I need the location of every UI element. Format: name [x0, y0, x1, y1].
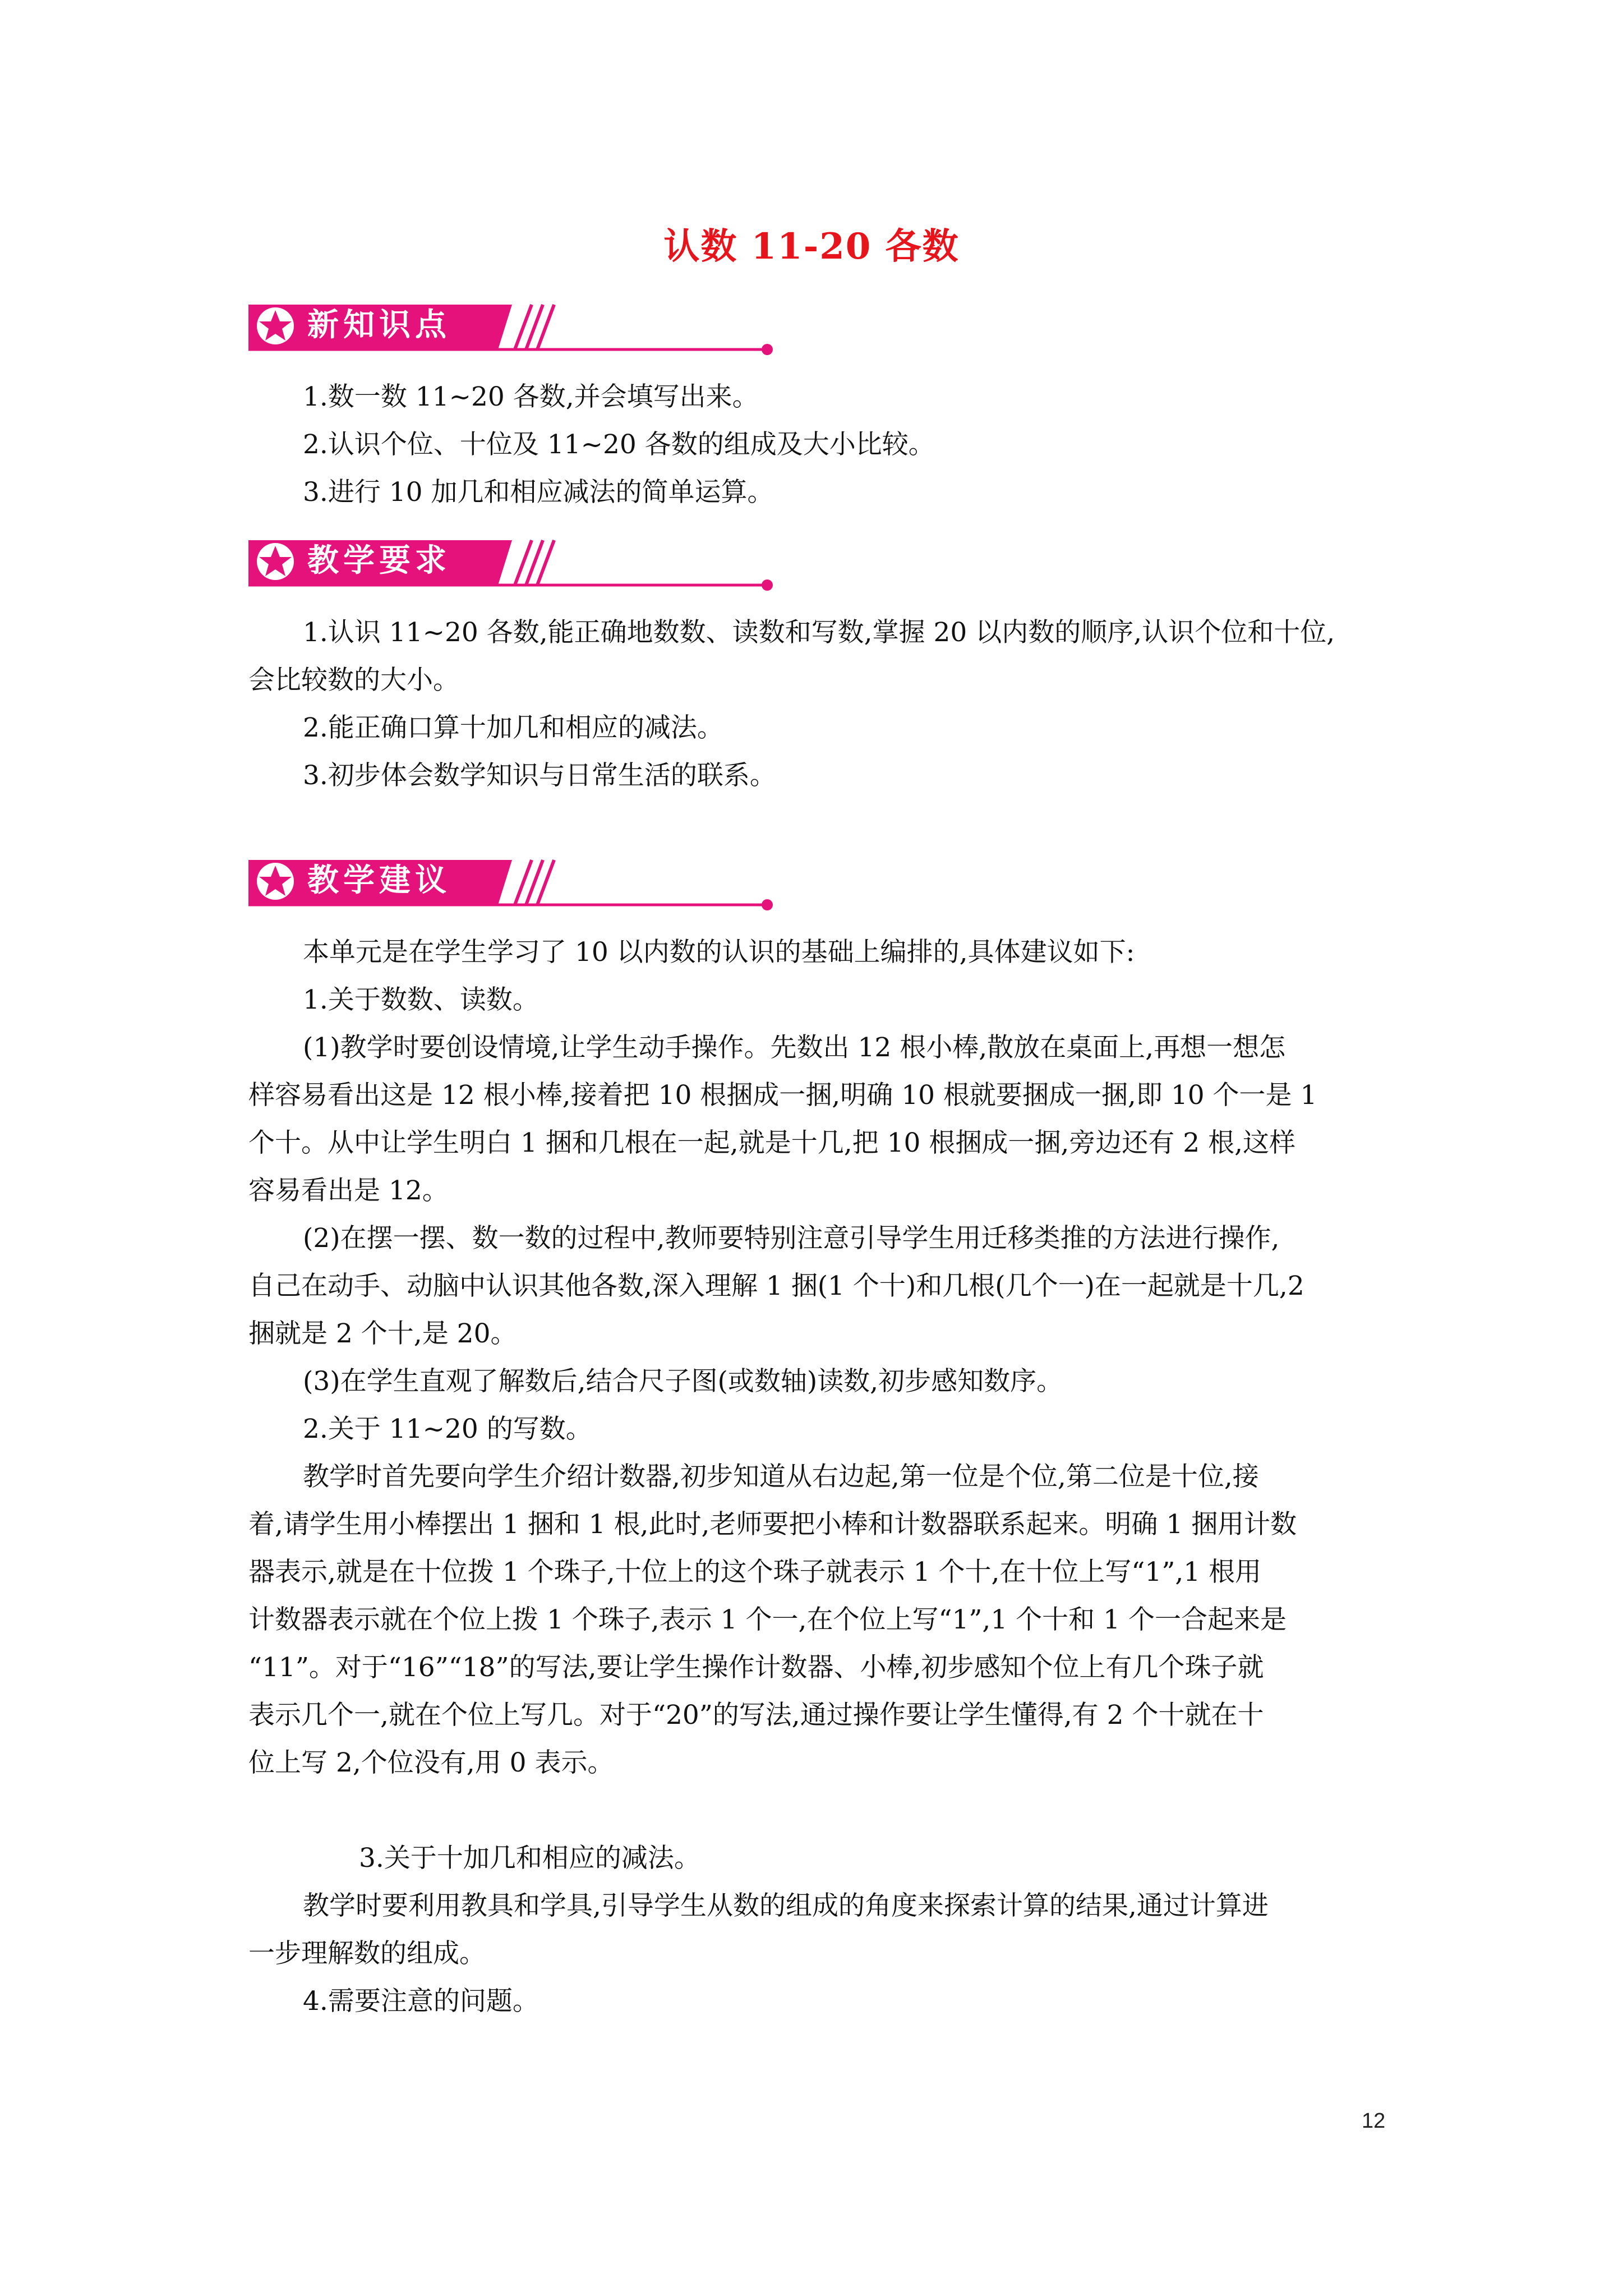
text-line: “11”。对于“16”“18”的写法,要让学生操作计数器、小棒,初步感知个位上有几个珠子就 [248, 1652, 1264, 1683]
text-line: 一步理解数的组成。 [248, 1938, 486, 1969]
text-line: 1.关于数数、读数。 [303, 984, 539, 1015]
text-line: 表示几个一,就在个位上写几。对于“20”的写法,通过操作要让学生懂得,有 2 个十就在十 [248, 1700, 1264, 1731]
text-line: 4.需要注意的问题。 [303, 1986, 539, 2017]
text-line: (3)在学生直观了解数后,结合尺子图(或数轴)读数,初步感知数序。 [303, 1366, 1063, 1397]
page-title: 认数 11-20 各数 [663, 226, 960, 268]
text-line: (2)在摆一摆、数一数的过程中,教师要特别注意引导学生用迁移类推的方法进行操作, [303, 1223, 1280, 1254]
text-line: 3.关于十加几和相应的减法。 [359, 1843, 700, 1874]
section-heading-suggestions [248, 855, 781, 920]
text-line: 计数器表示就在个位上拨 1 个珠子,表示 1 个一,在个位上写“1”,1 个十和 1 个一合起来是 [248, 1604, 1287, 1635]
text-line: 教学时要利用教具和学具,引导学生从数的组成的角度来探索计算的结果,通过计算进 [303, 1890, 1269, 1921]
text-line: 1.认识 11~20 各数,能正确地数数、读数和写数,掌握 20 以内数的顺序,认识个位和十位, [303, 617, 1335, 648]
text-line: 会比较数的大小。 [248, 665, 459, 696]
section-heading-label: 教学建议 [307, 862, 451, 899]
page-number: 12 [1362, 2109, 1386, 2133]
text-line: 1.数一数 11~20 各数,并会填写出来。 [303, 381, 759, 412]
text-line: 样容易看出这是 12 根小棒,接着把 10 根捆成一捆,明确 10 根就要捆成一捆,即 10 个一是 1 [248, 1080, 1317, 1111]
text-line: (1)教学时要创设情境,让学生动手操作。先数出 12 根小棒,散放在桌面上,再想一想怎 [303, 1032, 1286, 1063]
text-line: 2.认识个位、十位及 11~20 各数的组成及大小比较。 [303, 429, 935, 460]
text-line: 自己在动手、动脑中认识其他各数,深入理解 1 捆(1 个十)和几根(几个一)在一起就是十几,2 [248, 1271, 1304, 1301]
text-line: 3.进行 10 加几和相应减法的简单运算。 [303, 477, 774, 508]
text-line: 捆就是 2 个十,是 20。 [248, 1318, 517, 1349]
star-icon [255, 861, 296, 901]
text-line: 容易看出是 12。 [248, 1175, 449, 1206]
star-icon [255, 306, 296, 346]
text-line: 个十。从中让学生明白 1 捆和几根在一起,就是十几,把 10 根捆成一捆,旁边还有 2 根,这样 [248, 1128, 1296, 1158]
text-line: 2.能正确口算十加几和相应的减法。 [303, 712, 723, 743]
text-line: 2.关于 11~20 的写数。 [303, 1414, 592, 1444]
text-line: 位上写 2,个位没有,用 0 表示。 [248, 1747, 614, 1778]
section-heading-label: 新知识点 [307, 307, 451, 343]
section-heading-new-knowledge [248, 300, 781, 365]
star-icon [255, 541, 296, 582]
text-line: 3.初步体会数学知识与日常生活的联系。 [303, 760, 776, 791]
text-line: 着,请学生用小棒摆出 1 捆和 1 根,此时,老师要把小棒和计数器联系起来。明确 1 捆用计数 [248, 1509, 1297, 1540]
section-heading-label: 教学要求 [307, 542, 451, 579]
section-heading-requirements [248, 536, 781, 600]
text-line: 本单元是在学生学习了 10 以内数的认识的基础上编排的,具体建议如下: [303, 937, 1135, 968]
text-line: 器表示,就是在十位拨 1 个珠子,十位上的这个珠子就表示 1 个十,在十位上写“1”,1 根用 [248, 1557, 1262, 1588]
text-line: 教学时首先要向学生介绍计数器,初步知道从右边起,第一位是个位,第二位是十位,接 [303, 1461, 1259, 1492]
